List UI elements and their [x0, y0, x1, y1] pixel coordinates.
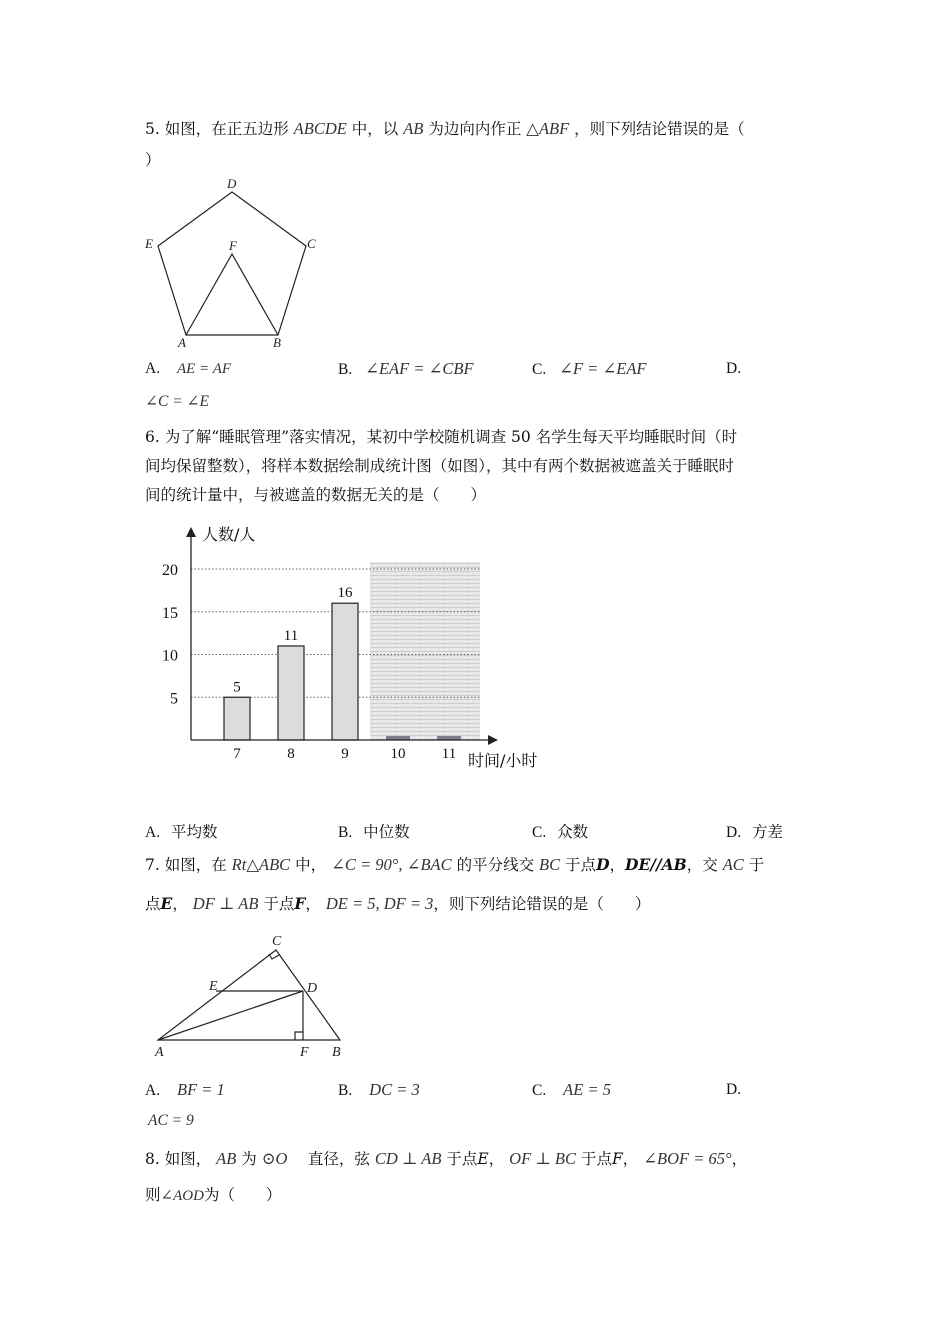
q7-option-d-text: AC = 9: [148, 1112, 194, 1129]
q5-math: △ABF: [526, 119, 570, 138]
y-tick-label: 20: [162, 562, 178, 579]
q5-option-d-text: ∠C = ∠E: [145, 393, 209, 410]
bisector-AD: [158, 991, 303, 1040]
q7-stem-line2: 点E， DF ⊥ AB 于点F， DE = 5, DF = 3，则下列结论错误的是（ ）: [145, 894, 651, 913]
q5-text: 中，以: [351, 120, 399, 138]
label-F: F: [229, 238, 237, 253]
q5-text: ，则下列结论错误的是（: [574, 120, 745, 138]
bar-9: [332, 603, 358, 740]
q5-text: 为边向内作正: [428, 120, 522, 138]
q5-stem-line1: [145, 117, 745, 139]
q7-option-b[interactable]: B. DC = 3: [338, 1080, 420, 1099]
x-axis-arrow: [488, 735, 498, 745]
q6-stem-line3: 间的统计量中，与被遮盖的数据无关的是（ ）: [145, 486, 487, 504]
q6-stem-line2: 间均保留整数），将样本数据绘制成统计图（如图），其中有两个数据被遮盖关于睡眠时: [145, 457, 735, 475]
triangle-ABF: [186, 254, 278, 335]
label-D: D: [227, 176, 237, 191]
right-angle-F: [295, 1032, 303, 1040]
label-A: A: [155, 1045, 164, 1060]
sleep-bar-chart: [150, 515, 550, 780]
x-tick-label: 11: [441, 746, 457, 762]
q7-stem-line1: 7. 如图，在 Rt△ABC 中， ∠C = 90°, ∠BAC 的平分线交 BC 于点D，DE//AB，交 AC 于: [145, 855, 765, 874]
x-tick-label: 8: [287, 746, 295, 762]
bar-value-label: 11: [283, 627, 299, 644]
y-tick-label: 10: [162, 647, 178, 665]
triangle-figure: [150, 928, 355, 1063]
q5-text: 5. 如图，在正五边形: [145, 120, 289, 138]
x-tick-label: 10: [390, 746, 406, 762]
label-C: C: [307, 236, 316, 251]
q5-option-b[interactable]: B. ∠EAF = ∠CBF: [338, 359, 474, 378]
label-D: D: [307, 981, 318, 996]
q5-math: ABCDE: [293, 119, 347, 138]
cover-patch: [370, 562, 480, 740]
x-tick-label: 9: [341, 746, 349, 762]
pentagon-ABCDE: [158, 192, 306, 335]
q8-stem-line1: 8. 如图， AB 为 ⊙O 直径，弦 CD ⊥ AB 于点E， OF ⊥ BC 于点F， ∠BOF = 65°，: [145, 1149, 748, 1168]
x-tick-label: 7: [233, 746, 241, 762]
q7-option-d[interactable]: D.: [726, 1081, 742, 1098]
q5-option-c[interactable]: C. ∠F = ∠EAF: [532, 359, 647, 378]
label-B: B: [332, 1045, 341, 1060]
bar-7: [224, 697, 250, 740]
q5-stem-line2: ）: [145, 151, 161, 169]
q7-option-a[interactable]: A. BF = 1: [145, 1080, 225, 1099]
y-axis-arrow: [186, 527, 196, 537]
q5-option-d[interactable]: D.: [726, 360, 742, 377]
label-C: C: [272, 934, 282, 949]
q5-option-a[interactable]: A. AE = AF: [145, 360, 232, 377]
q6-option-a[interactable]: A. 平均数: [145, 823, 218, 841]
pentagon-figure: [140, 172, 330, 352]
q7-option-c[interactable]: C. AE = 5: [532, 1080, 611, 1099]
bar-value-label: 5: [233, 679, 241, 696]
y-tick-label: 5: [170, 690, 178, 708]
label-E: E: [209, 979, 218, 994]
q8-stem-line2: 则∠AOD为（ ）: [145, 1186, 282, 1204]
q6-option-d[interactable]: D. 方差: [726, 823, 784, 841]
y-tick-label: 15: [162, 604, 178, 622]
q6-option-b[interactable]: B. 中位数: [338, 823, 410, 841]
label-E: E: [145, 236, 153, 251]
x-axis-title: 时间/小时: [468, 751, 538, 770]
bar-value-label: 16: [337, 585, 353, 602]
label-A: A: [178, 335, 186, 350]
q5-math: AB: [403, 119, 424, 138]
label-F: F: [300, 1045, 309, 1060]
y-axis-title: 人数/人: [202, 525, 256, 544]
q6-stem-line1: 6. 为了解“睡眠管理”落实情况，某初中学校随机调查 50 名学生每天平均睡眠时间（时: [145, 428, 738, 446]
bar-8: [278, 646, 304, 740]
q6-option-c[interactable]: C. 众数: [532, 823, 589, 841]
label-B: B: [273, 335, 281, 350]
